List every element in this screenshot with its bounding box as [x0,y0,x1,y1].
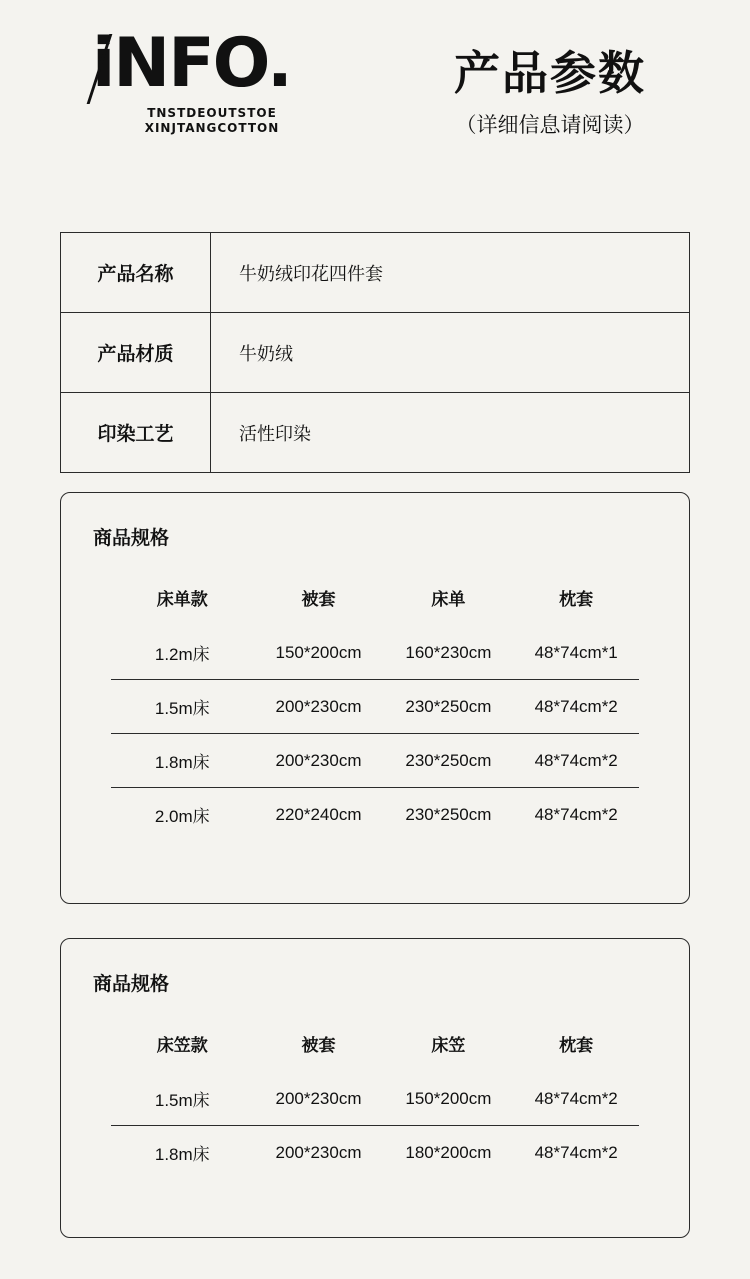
product-info-table [60,232,690,473]
logo-wordmark-text: iNFO [92,24,267,103]
cell-fitted-sheet: 180*200cm [383,1126,513,1180]
logo-wordmark [92,24,332,103]
logo-subtitle [92,106,332,136]
title-block [400,46,700,140]
info-label: 产品材质 [61,313,211,392]
cell-size: 1.8m床 [111,734,254,788]
logo-subtitle-line-1: TNSTDEOUTSTOE [147,106,277,120]
spec-table-bedsheet [111,575,639,841]
cell-size: 1.5m床 [154,1091,210,1110]
table-header-row [111,1021,639,1072]
cell-sheet: 230*250cm [383,788,513,842]
column-header: 床单款 [156,590,208,609]
cell-duvet: 220*240cm [254,788,384,842]
page-header [0,0,750,205]
column-header: 枕套 [559,1036,594,1055]
info-label: 产品名称 [61,233,211,312]
column-header: 枕套 [559,590,594,609]
info-value: 活性印染 [239,423,311,444]
info-value: 牛奶绒印花四件套 [239,263,383,284]
table-row [111,788,639,842]
column-header: 床单 [431,590,466,609]
cell-size: 1.8m床 [111,1126,254,1180]
spec-table-fitted-sheet [111,1021,639,1179]
cell-pillowcase: 48*74cm*2 [513,788,639,842]
cell-size: 1.5m床 [111,680,254,734]
cell-sheet: 230*250cm [383,734,513,788]
table-row [61,233,689,313]
page-subtitle: （详细信息请阅读） [455,114,645,137]
cell-pillowcase: 48*74cm*2 [534,1088,618,1108]
cell-size: 1.2m床 [154,645,210,664]
cell-duvet: 150*200cm [275,642,362,662]
cell-pillowcase: 48*74cm*2 [513,1126,639,1180]
table-header-row [111,575,639,626]
spec-card-title: 商品规格 [93,528,170,549]
table-row [61,393,689,472]
cell-duvet: 200*230cm [254,680,384,734]
table-row [111,734,639,788]
cell-duvet: 200*230cm [254,1126,384,1180]
spec-card-bedsheet [60,492,690,904]
info-value: 牛奶绒 [239,343,293,364]
table-row [111,1072,639,1126]
cell-sheet: 160*230cm [405,642,492,662]
column-header: 被套 [301,590,336,609]
logo-dot: . [266,24,291,103]
page-title: 产品参数 [454,46,646,100]
cell-fitted-sheet: 150*200cm [405,1088,492,1108]
column-header: 床笠款 [156,1036,208,1055]
column-header: 床笠 [431,1036,466,1055]
column-header: 被套 [301,1036,336,1055]
cell-pillowcase: 48*74cm*1 [534,642,618,662]
cell-pillowcase: 48*74cm*2 [513,680,639,734]
table-row [111,626,639,680]
cell-sheet: 230*250cm [383,680,513,734]
cell-pillowcase: 48*74cm*2 [513,734,639,788]
brand-logo [92,24,332,136]
table-row [111,1126,639,1180]
table-row [111,680,639,734]
table-row [61,313,689,393]
info-label: 印染工艺 [61,393,211,472]
spec-card-title: 商品规格 [93,974,170,995]
cell-duvet: 200*230cm [254,734,384,788]
cell-size: 2.0m床 [111,788,254,842]
cell-duvet: 200*230cm [275,1088,362,1108]
spec-card-fitted-sheet [60,938,690,1238]
logo-subtitle-line-2: XINJTANGCOTTON [144,121,280,135]
